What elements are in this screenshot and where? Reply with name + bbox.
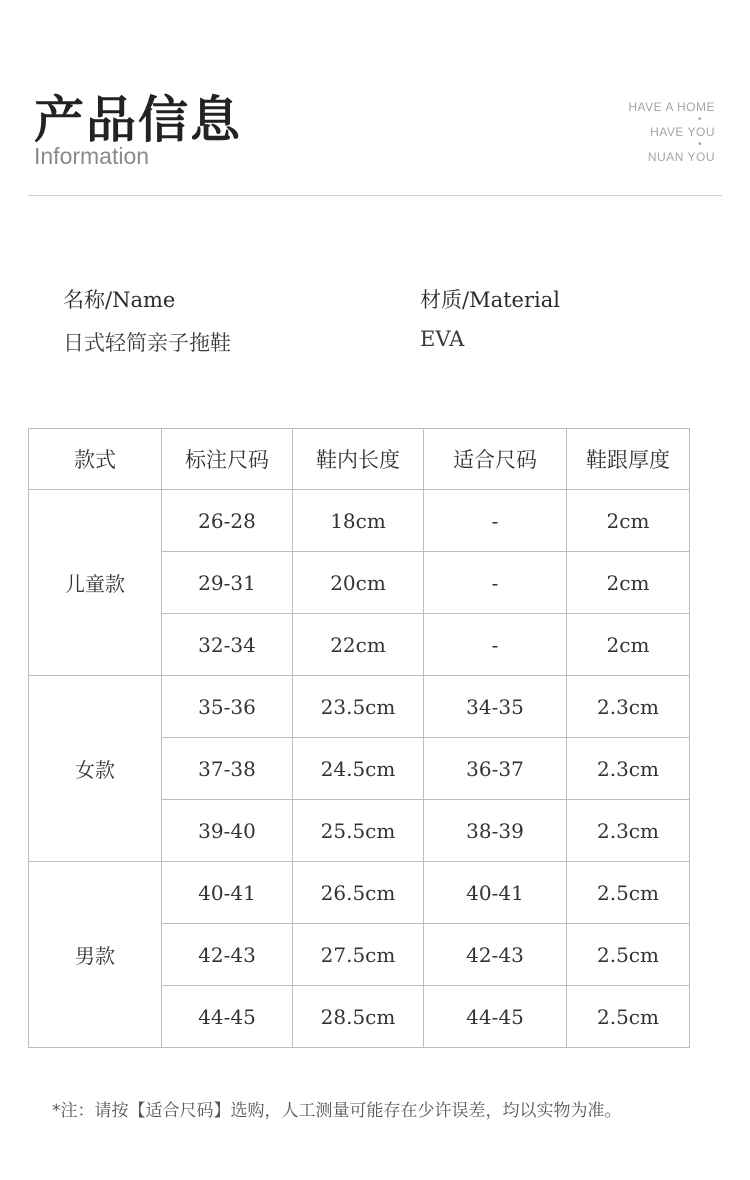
header-labeled-size: 标注尺码 [162, 429, 293, 490]
style-cell: 女款 [29, 676, 162, 862]
table-cell: 2.3cm [567, 676, 690, 738]
tagline-line-2: HAVE YOU [650, 125, 715, 139]
table-row [29, 862, 690, 924]
table-cell: 44-45 [424, 986, 567, 1048]
table-cell: 2cm [567, 614, 690, 676]
table-cell: 38-39 [424, 800, 567, 862]
header-inner-length: 鞋内长度 [293, 429, 424, 490]
table-cell: - [424, 552, 567, 614]
table-cell: 2cm [567, 490, 690, 552]
table-cell: 37-38 [162, 738, 293, 800]
table-cell: 2.3cm [567, 800, 690, 862]
header-style: 款式 [29, 429, 162, 490]
header-fit-size: 适合尺码 [424, 429, 567, 490]
name-label: 名称/Name [63, 288, 176, 312]
tagline [575, 100, 715, 164]
material-info [420, 284, 560, 351]
table-cell: 26-28 [162, 490, 293, 552]
tagline-line-3: NUAN YOU [647, 150, 715, 164]
table-cell: 2.3cm [567, 738, 690, 800]
tagline-dot: • [697, 139, 702, 150]
page-title: 产品信息 [34, 91, 242, 149]
table-cell: 42-43 [162, 924, 293, 986]
name-value: 日式轻简亲子拖鞋 [63, 331, 231, 355]
table-cell: 24.5cm [293, 738, 424, 800]
table-row [29, 490, 690, 552]
table-cell: 44-45 [162, 986, 293, 1048]
table-cell: 40-41 [424, 862, 567, 924]
material-label: 材质/Material [420, 288, 560, 312]
table-cell: 40-41 [162, 862, 293, 924]
table-cell: 18cm [293, 490, 424, 552]
table-cell: 32-34 [162, 614, 293, 676]
table-header-row [29, 429, 690, 490]
table-cell: 22cm [293, 614, 424, 676]
tagline-dot: • [697, 114, 702, 125]
table-cell: - [424, 490, 567, 552]
table-cell: 34-35 [424, 676, 567, 738]
table-cell: 28.5cm [293, 986, 424, 1048]
table-cell: 23.5cm [293, 676, 424, 738]
table-cell: 29-31 [162, 552, 293, 614]
table-cell: 26.5cm [293, 862, 424, 924]
style-cell: 儿童款 [29, 490, 162, 676]
page-subtitle: Information [34, 143, 150, 169]
header-divider [28, 195, 722, 196]
name-info [63, 284, 231, 357]
table-cell: 42-43 [424, 924, 567, 986]
footnote: *注：请按【适合尺码】选购，人工测量可能存在少许误差，均以实物为准。 [52, 1101, 622, 1121]
table-cell: 35-36 [162, 676, 293, 738]
table-cell: - [424, 614, 567, 676]
tagline-line-1: HAVE A HOME [628, 100, 715, 114]
table-cell: 2cm [567, 552, 690, 614]
table-cell: 2.5cm [567, 924, 690, 986]
table-cell: 25.5cm [293, 800, 424, 862]
table-cell: 27.5cm [293, 924, 424, 986]
style-cell: 男款 [29, 862, 162, 1048]
table-cell: 20cm [293, 552, 424, 614]
header-heel-thickness: 鞋跟厚度 [567, 429, 690, 490]
table-cell: 39-40 [162, 800, 293, 862]
table-cell: 2.5cm [567, 862, 690, 924]
material-value: EVA [420, 327, 465, 351]
table-cell: 2.5cm [567, 986, 690, 1048]
size-table [28, 428, 690, 1048]
table-row [29, 676, 690, 738]
table-cell: 36-37 [424, 738, 567, 800]
